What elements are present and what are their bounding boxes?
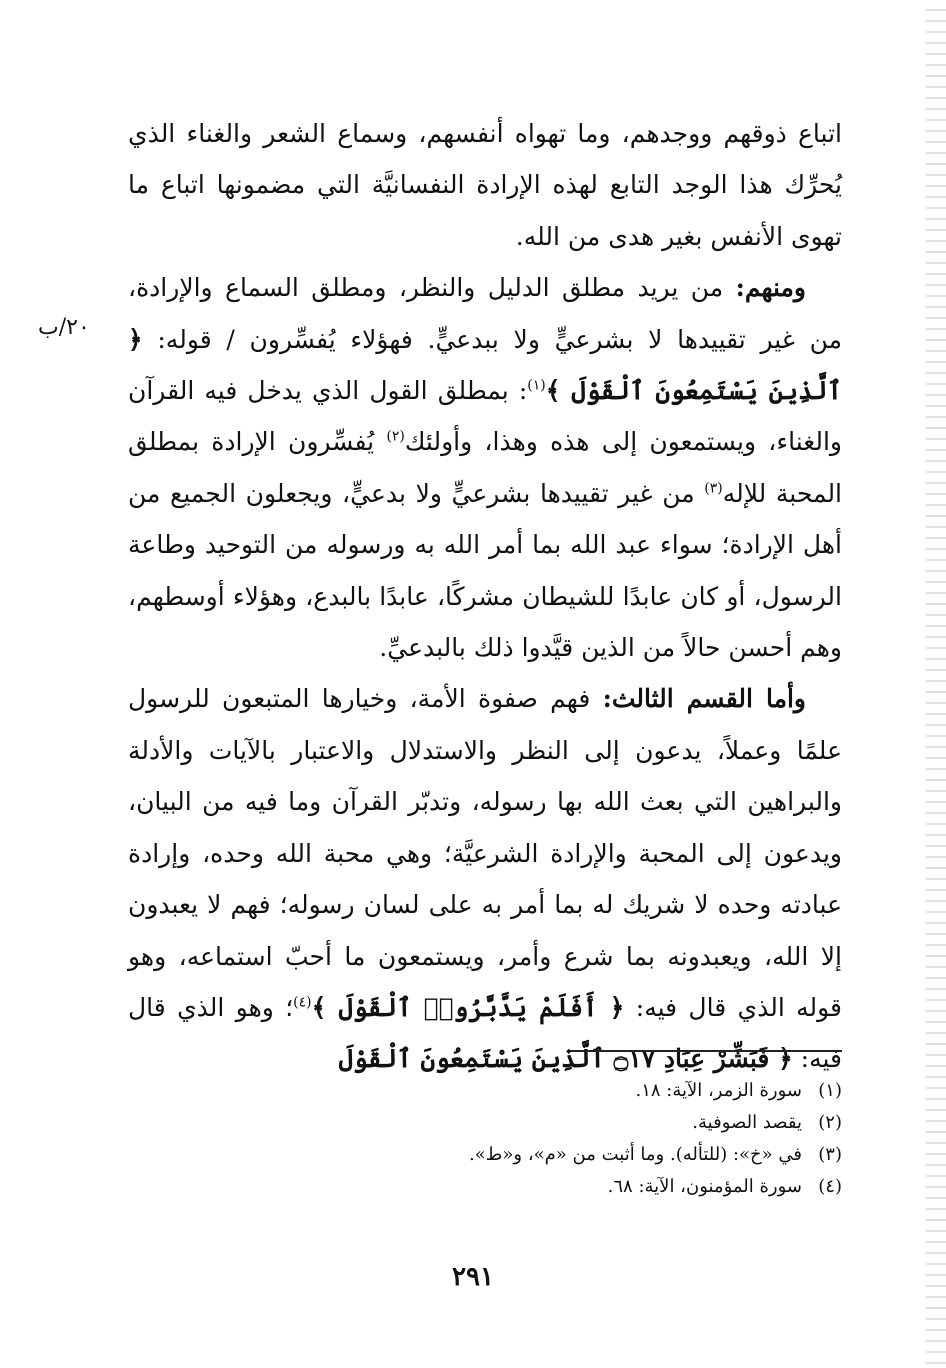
footnotes bbox=[300, 1075, 842, 1203]
footnote-text: سورة الزمر، الآية: ١٨. bbox=[635, 1080, 802, 1101]
quran-verse-3: ﴿ فَبَشِّرْ عِبَادِ ۝١٧ ٱلَّذِينَ يَسْتَمِعُونَ ٱلْقَوْلَ bbox=[338, 1044, 793, 1074]
footnote-text: يقصد الصوفية. bbox=[692, 1112, 802, 1133]
paragraph-1 bbox=[128, 108, 842, 262]
paragraph-2-text-4: من غير تقييدها بشرعيٍّ ولا بدعيٍّ، ويجعلون الجميع من أهل الإرادة؛ سواء عبد الله بما أمر الله به ورسوله من التوحيد وطاعة الرسول، أو كان عابدًا للشيطان مشركًا، عابدًا بالبدع، وهؤلاء أوسطهم، وهم أحسن حالاً من الذين قيَّدوا ذلك بالبدعيِّ. bbox=[128, 478, 842, 663]
paragraph-2-text-2: : بمطلق القول الذي يدخل فيه القرآن والغناء، ويستمعون إلى هذه وهذا، وأولئك bbox=[128, 376, 842, 457]
margin-folio-note: ٢٠/ب bbox=[38, 315, 90, 340]
footnote-number: (٢) bbox=[818, 1112, 842, 1133]
paragraph-2-text-1: من يريد مطلق الدليل والنظر، ومطلق السماع والإرادة، من غير تقييدها لا بشرعيٍّ ولا ببدعيٍّ. فهؤلاء يُفسِّرون / قوله: bbox=[128, 273, 842, 354]
paragraph-3 bbox=[128, 673, 842, 1084]
paragraph-2-text-3: يُفسِّرون الإرادة بمطلق المحبة للإله bbox=[128, 427, 843, 508]
paragraph-2-lead: ومنهم: bbox=[735, 273, 806, 303]
footnote-marker-1: (١) bbox=[527, 377, 546, 394]
main-text bbox=[128, 108, 842, 1085]
footnote-divider bbox=[570, 1050, 842, 1052]
footnote-2 bbox=[300, 1107, 842, 1139]
quran-verse-1: ﴿ ٱلَّذِينَ يَسْتَمِعُونَ ٱلْقَوْلَ ﴾ bbox=[128, 324, 842, 406]
page-number: ٢٩١ bbox=[452, 1262, 494, 1292]
footnote-text: سورة المؤمنون، الآية: ٦٨. bbox=[607, 1176, 802, 1197]
footnote-4 bbox=[300, 1171, 842, 1203]
paragraph-3-lead: وأما القسم الثالث: bbox=[602, 684, 807, 714]
footnote-marker-4: (٤) bbox=[293, 994, 312, 1011]
footnote-number: (١) bbox=[818, 1080, 842, 1101]
footnote-marker-3: (٣) bbox=[704, 480, 723, 497]
footnote-text: في «خ»: (للتأله). وما أثبت من «م»، و«ط». bbox=[469, 1144, 802, 1165]
footnote-marker-2: (٢) bbox=[386, 429, 405, 446]
page-edge-marks bbox=[926, 0, 946, 1368]
footnote-number: (٤) bbox=[818, 1176, 842, 1197]
footnote-1 bbox=[300, 1075, 842, 1107]
paragraph-2 bbox=[128, 262, 842, 673]
paragraph-3-text-2: ؛ وهو الذي قال فيه: bbox=[128, 992, 842, 1074]
footnote-number: (٣) bbox=[818, 1144, 842, 1165]
paragraph-1-text: اتباع ذوقهم ووجدهم، وما تهواه أنفسهم، وسماع الشعر والغناء الذي يُحرِّك هذا الوجد التابع لهذه الإرادة النفسانيَّة التي مضمونها اتباع ما تهوى الأنفس بغير هدى من الله. bbox=[128, 119, 842, 251]
footnote-3 bbox=[300, 1139, 842, 1171]
paragraph-3-text-1: فهم صفوة الأمة، وخيارها المتبعون للرسول علمًا وعملاً، يدعون إلى النظر والاستدلال والاعتبار بالآيات والأدلة والبراهين التي بعث الله بها رسوله، وتدبّر القرآن وما فيه من البيان، ويدعون إلى المحبة والإرادة الشرعيَّة؛ وهي محبة الله وحده، وإرادة عبادته وحده لا شريك له بما أمر به على لسان رسوله؛ فهم لا يعبدون إلا الله، ويعبدونه بما شرع وأمر، ويستمعون ما أحبّ استماعه، وهو قوله الذي قال فيه: bbox=[128, 684, 842, 1022]
quran-verse-2: ﴿ أَفَلَمْ يَدَّبَّرُوا۟ ٱلْقَوْلَ ﴾ bbox=[311, 992, 625, 1022]
